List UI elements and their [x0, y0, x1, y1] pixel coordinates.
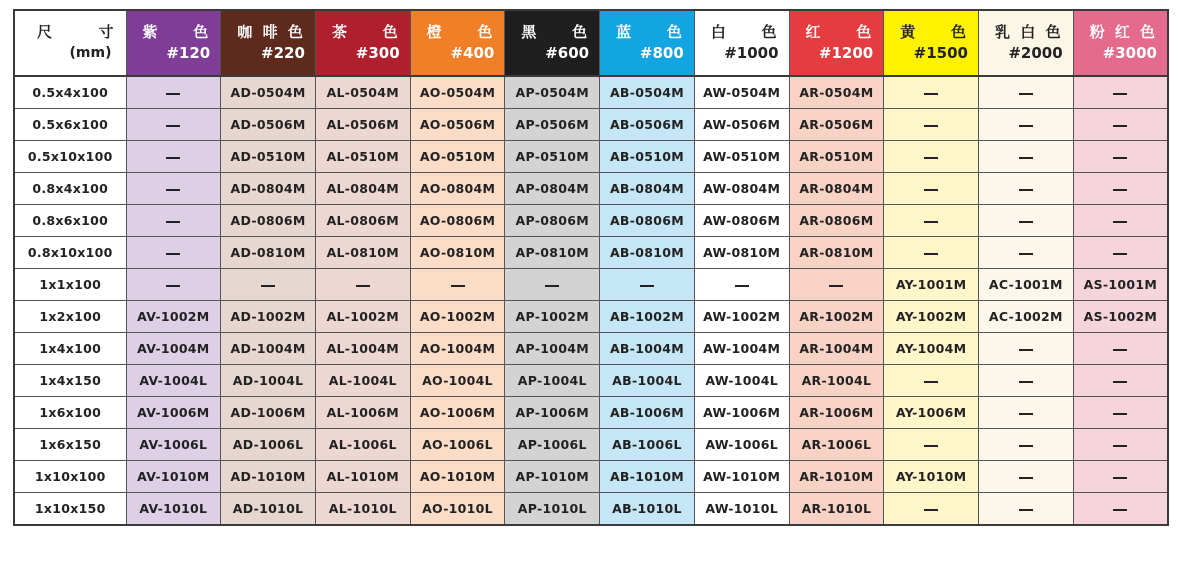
product-code-cell: AV-1002M	[126, 301, 221, 333]
product-code-cell: AB-1010L	[600, 493, 695, 526]
product-code-cell: AW-1004L	[694, 365, 789, 397]
size-cell: 1x6x150	[14, 429, 126, 461]
table-row	[14, 301, 1168, 333]
product-code-cell: AR-0806M	[789, 205, 884, 237]
unavailable-cell	[1073, 141, 1168, 173]
product-code-cell: AP-1006L	[505, 429, 600, 461]
unavailable-cell	[978, 461, 1073, 493]
color-header-char: 橙	[426, 23, 442, 41]
product-code-cell: AL-1010L	[315, 493, 410, 526]
product-code-cell: AY-1010M	[884, 461, 979, 493]
color-header-name	[790, 22, 884, 43]
table-row	[14, 333, 1168, 365]
color-header-char: 紫	[142, 23, 158, 41]
product-code-cell: AP-0510M	[505, 141, 600, 173]
product-code-cell: AL-1002M	[315, 301, 410, 333]
unavailable-cell	[1073, 76, 1168, 109]
product-code-cell: AD-1004M	[221, 333, 316, 365]
product-code-cell: AR-1002M	[789, 301, 884, 333]
product-code-cell: AB-0804M	[600, 173, 695, 205]
color-header-char: 蓝	[616, 23, 632, 41]
dash-mark	[166, 253, 180, 255]
unavailable-cell	[1073, 365, 1168, 397]
product-code-cell: AR-1010M	[789, 461, 884, 493]
size-header-unit: (mm)	[69, 45, 112, 61]
color-header-char: 红	[805, 23, 821, 41]
unavailable-cell	[978, 173, 1073, 205]
unavailable-cell	[884, 237, 979, 269]
product-code-cell: AO-1004M	[410, 333, 505, 365]
product-code-cell: AO-0504M	[410, 76, 505, 109]
product-code-cell: AY-1002M	[884, 301, 979, 333]
color-header-char: 白	[710, 23, 726, 41]
color-header-char: 色	[193, 23, 209, 41]
color-header-char: 啡	[262, 23, 278, 41]
unavailable-cell	[221, 269, 316, 301]
color-header-code: #220	[261, 44, 305, 62]
product-code-cell: AO-0810M	[410, 237, 505, 269]
dash-mark	[166, 221, 180, 223]
color-header-char: 乳	[994, 23, 1010, 41]
size-cell: 0.5x4x100	[14, 76, 126, 109]
product-code-cell: AD-0806M	[221, 205, 316, 237]
dash-mark	[1019, 381, 1033, 383]
unavailable-cell	[1073, 237, 1168, 269]
color-header-cell	[505, 10, 600, 76]
unavailable-cell	[1073, 397, 1168, 429]
dash-mark	[1113, 509, 1127, 511]
product-code-cell: AY-1004M	[884, 333, 979, 365]
product-code-cell: AD-1006M	[221, 397, 316, 429]
unavailable-cell	[978, 365, 1073, 397]
dash-mark	[924, 221, 938, 223]
product-code-cell: AW-1010M	[694, 461, 789, 493]
product-code-cell: AW-0804M	[694, 173, 789, 205]
table-row	[14, 173, 1168, 205]
dash-mark	[1019, 125, 1033, 127]
product-code-cell: AV-1006L	[126, 429, 221, 461]
size-cell: 1x10x100	[14, 461, 126, 493]
dash-mark	[1019, 509, 1033, 511]
product-code-cell: AW-1010L	[694, 493, 789, 526]
color-header-char: 色	[572, 23, 588, 41]
product-code-cell: AP-1006M	[505, 397, 600, 429]
unavailable-cell	[978, 493, 1073, 526]
dash-mark	[1019, 413, 1033, 415]
color-header-cell	[1073, 10, 1168, 76]
dash-mark	[166, 189, 180, 191]
dash-mark	[1113, 253, 1127, 255]
color-header-code: #600	[545, 44, 590, 62]
unavailable-cell	[126, 173, 221, 205]
color-header-cell	[410, 10, 505, 76]
color-header-name	[884, 22, 978, 43]
color-header-code: #400	[450, 44, 495, 62]
product-code-cell: AD-1002M	[221, 301, 316, 333]
dash-mark	[1113, 157, 1127, 159]
unavailable-cell	[126, 269, 221, 301]
product-code-cell: AP-1002M	[505, 301, 600, 333]
product-code-cell: AR-0510M	[789, 141, 884, 173]
unavailable-cell	[978, 205, 1073, 237]
color-header-char: 色	[477, 23, 493, 41]
color-header-name	[505, 22, 599, 43]
product-code-cell: AO-1004L	[410, 365, 505, 397]
product-code-cell: AW-0506M	[694, 109, 789, 141]
product-code-cell: AO-0510M	[410, 141, 505, 173]
size-cell: 1x4x150	[14, 365, 126, 397]
unavailable-cell	[884, 493, 979, 526]
unavailable-cell	[884, 173, 979, 205]
size-header-name	[15, 22, 126, 43]
dash-mark	[1019, 93, 1033, 95]
dash-mark	[1019, 349, 1033, 351]
dash-mark	[1019, 189, 1033, 191]
unavailable-cell	[600, 269, 695, 301]
product-code-cell: AS-1001M	[1073, 269, 1168, 301]
unavailable-cell	[1073, 173, 1168, 205]
product-code-cell: AD-1006L	[221, 429, 316, 461]
color-size-table-container	[13, 9, 1169, 526]
table-row	[14, 365, 1168, 397]
dash-mark	[1113, 477, 1127, 479]
unavailable-cell	[1073, 205, 1168, 237]
product-code-cell: AB-1010M	[600, 461, 695, 493]
table-row	[14, 205, 1168, 237]
color-header-char: 色	[287, 23, 303, 41]
unavailable-cell	[126, 109, 221, 141]
unavailable-cell	[978, 333, 1073, 365]
product-code-cell: AL-1004M	[315, 333, 410, 365]
dash-mark	[924, 253, 938, 255]
color-header-char: 色	[950, 23, 966, 41]
size-header-char: 寸	[98, 23, 114, 41]
dash-mark	[545, 285, 559, 287]
product-code-cell: AO-0806M	[410, 205, 505, 237]
product-code-cell: AV-1010M	[126, 461, 221, 493]
size-cell: 1x10x150	[14, 493, 126, 526]
product-code-cell: AC-1002M	[978, 301, 1073, 333]
product-code-cell: AB-1004L	[600, 365, 695, 397]
product-code-cell: AL-0510M	[315, 141, 410, 173]
color-header-name	[979, 22, 1073, 43]
unavailable-cell	[1073, 429, 1168, 461]
dash-mark	[1113, 189, 1127, 191]
size-cell: 0.8x10x100	[14, 237, 126, 269]
dash-mark	[735, 285, 749, 287]
unavailable-cell	[978, 141, 1073, 173]
unavailable-cell	[126, 76, 221, 109]
color-header-name	[316, 22, 410, 43]
unavailable-cell	[126, 237, 221, 269]
unavailable-cell	[978, 76, 1073, 109]
product-code-cell: AR-1010L	[789, 493, 884, 526]
color-header-char: 色	[856, 23, 872, 41]
product-code-cell: AB-1006L	[600, 429, 695, 461]
size-cell: 0.8x6x100	[14, 205, 126, 237]
product-code-cell: AB-0506M	[600, 109, 695, 141]
dash-mark	[1019, 445, 1033, 447]
color-header-name	[1074, 22, 1167, 43]
dash-mark	[924, 381, 938, 383]
product-code-cell: AD-1010L	[221, 493, 316, 526]
unavailable-cell	[884, 365, 979, 397]
color-header-char: 茶	[331, 23, 347, 41]
size-cell: 0.8x4x100	[14, 173, 126, 205]
dash-mark	[1113, 413, 1127, 415]
dash-mark	[1019, 221, 1033, 223]
product-code-cell: AB-1002M	[600, 301, 695, 333]
product-code-cell: AW-0510M	[694, 141, 789, 173]
color-header-char: 色	[1139, 23, 1155, 41]
table-row	[14, 397, 1168, 429]
dash-mark	[1113, 381, 1127, 383]
color-header-char: 黄	[900, 23, 916, 41]
color-header-code: #800	[639, 44, 684, 62]
product-code-cell: AB-0504M	[600, 76, 695, 109]
unavailable-cell	[126, 205, 221, 237]
product-code-cell: AL-0504M	[315, 76, 410, 109]
size-cell: 1x2x100	[14, 301, 126, 333]
product-code-cell: AL-1006L	[315, 429, 410, 461]
product-code-cell: AW-0806M	[694, 205, 789, 237]
product-code-cell: AL-1004L	[315, 365, 410, 397]
size-cell: 1x6x100	[14, 397, 126, 429]
product-code-cell: AD-0504M	[221, 76, 316, 109]
product-code-cell: AL-0810M	[315, 237, 410, 269]
product-code-cell: AD-0804M	[221, 173, 316, 205]
product-code-cell: AP-0804M	[505, 173, 600, 205]
dash-mark	[166, 93, 180, 95]
product-code-cell: AO-1006M	[410, 397, 505, 429]
dash-mark	[924, 157, 938, 159]
dash-mark	[924, 509, 938, 511]
color-header-char: 色	[761, 23, 777, 41]
product-code-cell: AP-1004L	[505, 365, 600, 397]
dash-mark	[356, 285, 370, 287]
unavailable-cell	[978, 109, 1073, 141]
color-header-name	[221, 22, 315, 43]
dash-mark	[1113, 125, 1127, 127]
product-code-cell: AP-1010L	[505, 493, 600, 526]
unavailable-cell	[1073, 461, 1168, 493]
product-code-cell: AD-0810M	[221, 237, 316, 269]
table-row	[14, 493, 1168, 526]
color-header-char: 粉	[1089, 23, 1105, 41]
unavailable-cell	[789, 269, 884, 301]
color-header-cell	[789, 10, 884, 76]
color-header-code: #120	[166, 44, 211, 62]
unavailable-cell	[884, 141, 979, 173]
product-code-cell: AB-0806M	[600, 205, 695, 237]
unavailable-cell	[315, 269, 410, 301]
color-header-char: 黑	[521, 23, 537, 41]
product-code-cell: AO-1002M	[410, 301, 505, 333]
color-header-code: #1200	[818, 44, 874, 62]
color-header-cell	[221, 10, 316, 76]
color-header-cell	[600, 10, 695, 76]
table-row	[14, 269, 1168, 301]
unavailable-cell	[1073, 333, 1168, 365]
dash-mark	[1113, 349, 1127, 351]
product-code-cell: AP-0806M	[505, 205, 600, 237]
dash-mark	[451, 285, 465, 287]
table-row	[14, 76, 1168, 109]
dash-mark	[1113, 93, 1127, 95]
color-header-name	[411, 22, 505, 43]
dash-mark	[166, 285, 180, 287]
product-code-cell: AL-0804M	[315, 173, 410, 205]
product-code-cell: AO-1006L	[410, 429, 505, 461]
color-header-cell	[126, 10, 221, 76]
unavailable-cell	[978, 397, 1073, 429]
product-code-cell: AR-1004M	[789, 333, 884, 365]
product-code-cell: AO-1010L	[410, 493, 505, 526]
dash-mark	[924, 445, 938, 447]
color-header-name	[600, 22, 694, 43]
unavailable-cell	[978, 237, 1073, 269]
product-code-cell: AR-1004L	[789, 365, 884, 397]
color-header-cell	[315, 10, 410, 76]
unavailable-cell	[1073, 109, 1168, 141]
color-header-cell	[694, 10, 789, 76]
product-code-cell: AV-1004L	[126, 365, 221, 397]
table-body	[14, 76, 1168, 525]
table-row	[14, 109, 1168, 141]
color-header-name	[695, 22, 789, 43]
table-row	[14, 141, 1168, 173]
product-code-cell: AR-0504M	[789, 76, 884, 109]
table-row	[14, 237, 1168, 269]
product-code-cell: AV-1006M	[126, 397, 221, 429]
product-code-cell: AR-0804M	[789, 173, 884, 205]
size-header-char: 尺	[37, 23, 53, 41]
product-code-cell: AR-0810M	[789, 237, 884, 269]
color-header-code: #1000	[724, 44, 779, 62]
product-code-cell: AC-1001M	[978, 269, 1073, 301]
product-code-cell: AL-0506M	[315, 109, 410, 141]
header-row	[14, 10, 1168, 76]
product-code-cell: AY-1006M	[884, 397, 979, 429]
color-header-code: #2000	[1008, 44, 1063, 62]
color-header-cell	[978, 10, 1073, 76]
table-row	[14, 461, 1168, 493]
product-code-cell: AV-1010L	[126, 493, 221, 526]
unavailable-cell	[884, 76, 979, 109]
color-header-code: #1500	[913, 44, 968, 62]
dash-mark	[829, 285, 843, 287]
product-code-cell: AP-0506M	[505, 109, 600, 141]
unavailable-cell	[694, 269, 789, 301]
product-code-cell: AR-0506M	[789, 109, 884, 141]
color-header-char: 红	[1114, 23, 1130, 41]
product-code-cell: AO-0506M	[410, 109, 505, 141]
product-code-cell: AD-0506M	[221, 109, 316, 141]
product-code-cell: AP-1010M	[505, 461, 600, 493]
dash-mark	[1019, 477, 1033, 479]
color-header-char: 色	[1045, 23, 1061, 41]
unavailable-cell	[884, 205, 979, 237]
size-header-cell	[14, 10, 126, 76]
product-code-cell: AW-1002M	[694, 301, 789, 333]
product-code-cell: AB-1004M	[600, 333, 695, 365]
color-header-code: #300	[355, 44, 400, 62]
product-code-cell: AS-1002M	[1073, 301, 1168, 333]
dash-mark	[1019, 253, 1033, 255]
color-header-cell	[884, 10, 979, 76]
unavailable-cell	[1073, 493, 1168, 526]
product-code-cell: AW-1006M	[694, 397, 789, 429]
unavailable-cell	[978, 429, 1073, 461]
color-header-code: #3000	[1102, 44, 1157, 62]
unavailable-cell	[505, 269, 600, 301]
size-cell: 0.5x10x100	[14, 141, 126, 173]
product-code-cell: AR-1006L	[789, 429, 884, 461]
product-code-cell: AP-0504M	[505, 76, 600, 109]
product-code-cell: AV-1004M	[126, 333, 221, 365]
product-code-cell: AO-1010M	[410, 461, 505, 493]
product-code-cell: AR-1006M	[789, 397, 884, 429]
product-code-cell: AB-0510M	[600, 141, 695, 173]
product-code-cell: AL-0806M	[315, 205, 410, 237]
table-row	[14, 429, 1168, 461]
dash-mark	[166, 157, 180, 159]
unavailable-cell	[410, 269, 505, 301]
product-code-cell: AL-1010M	[315, 461, 410, 493]
product-code-cell: AB-1006M	[600, 397, 695, 429]
dash-mark	[261, 285, 275, 287]
size-cell: 0.5x6x100	[14, 109, 126, 141]
product-code-cell: AO-0804M	[410, 173, 505, 205]
product-code-cell: AD-1004L	[221, 365, 316, 397]
product-code-cell: AP-0810M	[505, 237, 600, 269]
product-code-cell: AW-1004M	[694, 333, 789, 365]
dash-mark	[924, 189, 938, 191]
unavailable-cell	[884, 429, 979, 461]
product-code-cell: AY-1001M	[884, 269, 979, 301]
dash-mark	[1019, 157, 1033, 159]
size-cell: 1x4x100	[14, 333, 126, 365]
product-code-cell: AD-1010M	[221, 461, 316, 493]
color-header-char: 白	[1020, 23, 1036, 41]
product-code-cell: AW-0504M	[694, 76, 789, 109]
dash-mark	[1113, 221, 1127, 223]
color-size-table	[13, 9, 1169, 526]
dash-mark	[1113, 445, 1127, 447]
size-cell: 1x1x100	[14, 269, 126, 301]
product-code-cell: AB-0810M	[600, 237, 695, 269]
color-header-char: 色	[382, 23, 398, 41]
dash-mark	[924, 93, 938, 95]
color-header-char: 色	[666, 23, 682, 41]
product-code-cell: AW-0810M	[694, 237, 789, 269]
color-header-name	[127, 22, 221, 43]
unavailable-cell	[884, 109, 979, 141]
product-code-cell: AL-1006M	[315, 397, 410, 429]
dash-mark	[924, 125, 938, 127]
unavailable-cell	[126, 141, 221, 173]
product-code-cell: AP-1004M	[505, 333, 600, 365]
product-code-cell: AD-0510M	[221, 141, 316, 173]
dash-mark	[640, 285, 654, 287]
dash-mark	[166, 125, 180, 127]
product-code-cell: AW-1006L	[694, 429, 789, 461]
color-header-char: 咖	[237, 23, 253, 41]
